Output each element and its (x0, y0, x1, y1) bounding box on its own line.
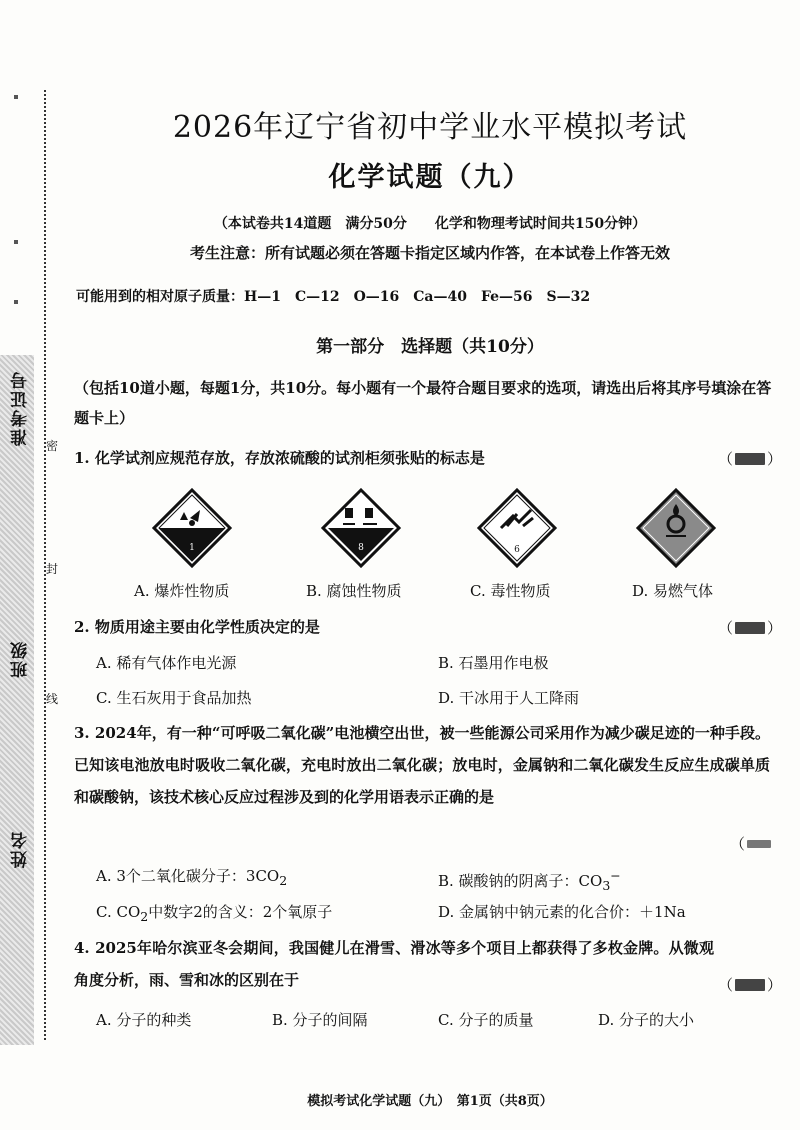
bracket-open: （ (730, 835, 746, 853)
toxic-hazard-icon (477, 488, 557, 568)
answer-redaction (735, 453, 765, 465)
answer-redaction (747, 840, 771, 848)
option-b[interactable]: B. 腐蚀性物质 (306, 582, 402, 600)
option-b[interactable]: B. 分子的间隔 (272, 1011, 368, 1029)
subscript: 2 (140, 909, 149, 924)
question-number: 1. (74, 449, 90, 467)
margin-mark (14, 240, 18, 244)
option-b[interactable] (438, 866, 621, 896)
bracket-open: （ (718, 976, 734, 994)
option-c[interactable]: C. 分子的质量 (438, 1011, 534, 1029)
option-a[interactable]: A. 分子的种类 (96, 1011, 192, 1029)
question-3-stem (74, 717, 770, 813)
flammable-gas-hazard-icon (636, 488, 716, 568)
bracket-open: （ (718, 619, 734, 637)
superscript: − (610, 868, 621, 883)
subscript: 3 (602, 878, 611, 893)
scan-shadow-band (0, 355, 34, 1045)
page-footer: 模拟考试化学试题（九） 第1页（共8页） (307, 1094, 553, 1109)
answer-bracket[interactable] (718, 974, 782, 995)
answer-bracket[interactable] (730, 833, 773, 854)
exam-info: （本试卷共14道题 满分50分 化学和物理考试时间共150分钟） (213, 216, 647, 232)
option-text-rest: 中数字2的含义：2个氧原子 (148, 903, 333, 921)
option-text: C. CO (96, 903, 141, 921)
question-4-stem (74, 932, 714, 996)
section-title: 第一部分 选择题（共10分） (316, 337, 544, 357)
option-d[interactable] (438, 902, 686, 922)
option-a[interactable] (96, 866, 287, 891)
question-number: 4. (74, 939, 90, 957)
name-label: 姓名 (11, 830, 31, 868)
binding-margin (0, 0, 62, 1130)
class-label: 班级 (11, 640, 31, 678)
option-d[interactable]: D. 分子的大小 (598, 1011, 695, 1029)
exam-subtitle: 化学试题（九） (328, 162, 532, 193)
exam-number-label: 准考证号 (11, 370, 31, 446)
margin-mark (14, 300, 18, 304)
atomic-mass-line: 可能用到的相对原子质量：H—1 C—12 O—16 Ca—40 Fe—56 S—32 (76, 289, 591, 305)
question-number: 3. (74, 724, 90, 742)
question-2-stem (74, 612, 714, 642)
bracket-open: （ (718, 450, 734, 468)
corrosive-hazard-icon (321, 488, 401, 568)
bracket-close: ） (767, 619, 783, 637)
option-a[interactable]: A. 爆炸性物质 (134, 582, 230, 600)
option-a[interactable]: A. 稀有气体作电光源 (96, 654, 237, 672)
question-number: 2. (74, 618, 90, 636)
answer-redaction (735, 979, 765, 991)
option-c[interactable] (96, 902, 332, 927)
bracket-close: ） (767, 976, 783, 994)
hazard-class-number: 1 (189, 543, 195, 553)
option-text: D. 金属钠中钠元素的化合价：＋1Na (438, 903, 686, 921)
seal-char-feng: 封 (46, 562, 59, 576)
question-text: 化学试剂应规范存放，存放浓硫酸的试剂柜须张贴的标志是 (94, 449, 485, 467)
answer-bracket[interactable] (718, 617, 782, 638)
option-d[interactable]: D. 干冰用于人工降雨 (438, 689, 580, 707)
option-d[interactable]: D. 易燃气体 (632, 582, 714, 600)
option-text: B. 碳酸钠的阴离子：CO (438, 872, 603, 890)
section-instruction: （包括10道小题，每题1分，共10分。每小题有一个最符合题目要求的选项，请选出后将其序号填涂在答题卡上） (74, 379, 772, 427)
question-text: 2025年哈尔滨亚冬会期间，我国健儿在滑雪、滑冰等多个项目上都获得了多枚金牌。从微观角度分析，雨、雪和冰的区别在于 (74, 939, 714, 989)
option-c[interactable]: C. 毒性物质 (470, 582, 551, 600)
answer-redaction (735, 622, 765, 634)
seal-char-mi: 密 (46, 439, 59, 453)
hazard-class-number: 6 (514, 545, 520, 555)
answer-bracket[interactable] (718, 448, 782, 469)
bracket-close: ） (767, 450, 783, 468)
question-text: 2024年，有一种“可呼吸二氧化碳”电池横空出世，被一些能源公司采用作为减少碳足迹的一种手段。已知该电池放电时吸收二氧化碳，充电时放出二氧化碳；放电时，金属钠和二氧化碳发生反应生成碳单质和碳酸钠，该技术核心反应过程涉及到的化学用语表示正确的是 (74, 724, 770, 806)
margin-mark (14, 95, 18, 99)
option-c[interactable]: C. 生石灰用于食品加热 (96, 689, 252, 707)
exam-notice: 考生注意：所有试题必须在答题卡指定区域内作答，在本试卷上作答无效 (189, 244, 670, 262)
question-text: 物质用途主要由化学性质决定的是 (94, 618, 320, 636)
question-1-stem (74, 443, 754, 473)
exam-title: 2026年辽宁省初中学业水平模拟考试 (172, 110, 688, 145)
seal-char-xian: 线 (46, 692, 59, 706)
explosive-hazard-icon (152, 488, 232, 568)
hazard-class-number: 8 (358, 543, 364, 553)
option-text: A. 3个二氧化碳分子：3CO (96, 867, 280, 885)
option-b[interactable]: B. 石墨用作电极 (438, 654, 549, 672)
subscript: 2 (279, 873, 288, 888)
